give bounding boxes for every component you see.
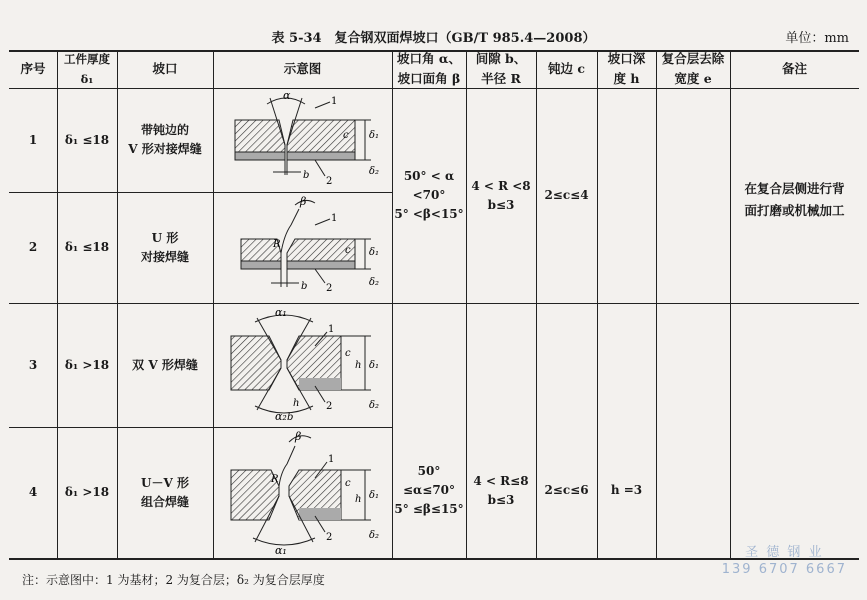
group1-angle-beta: 5° <β<15° <box>394 207 464 221</box>
diagram-label-r-2: R <box>273 239 281 250</box>
diagram-label-alpha1-3: α₁ <box>275 306 287 319</box>
group2-gap-radius: 4 < R≤8 <box>473 473 529 488</box>
group2-angle <box>392 303 466 558</box>
header-gap <box>466 50 536 88</box>
diagram-label-delta2-1: δ₂ <box>369 166 380 177</box>
header-angle-line2: 坡口面角 β <box>397 71 461 86</box>
header-removal-line2: 宽度 e <box>674 71 712 86</box>
group2-gap-b: b≤3 <box>487 492 515 507</box>
diagram-label-clad-1: 2 <box>326 176 333 187</box>
diagram-u-groove <box>215 195 391 301</box>
group2-angle-alpha: 50° ≤α≤70° <box>402 464 456 497</box>
row4-groove-line1: U－V 形 <box>141 475 189 490</box>
group2-blunt: 2≤c≤6 <box>544 483 589 497</box>
header-thickness: 工件厚度 δ₁ <box>64 52 110 86</box>
diagram-label-base-3: 1 <box>328 324 335 335</box>
diagram-label-delta1-3: δ₁ <box>369 360 380 371</box>
header-depth <box>597 50 656 88</box>
diagram-label-h-4: h <box>355 494 362 505</box>
header-seq: 序号 <box>20 61 46 76</box>
group1-gap <box>466 88 536 303</box>
header-gap-line2: 半径 R <box>481 71 521 86</box>
diagram-label-alpha: α <box>283 90 291 102</box>
diagram-label-c-3: c <box>345 348 351 359</box>
group1-gap-radius: 4 < R <8 <box>471 178 531 193</box>
group1-blunt: 2≤c≤4 <box>544 188 589 202</box>
header-diagram: 示意图 <box>283 61 322 76</box>
header-depth-line1: 坡口深 <box>607 51 646 66</box>
group2-angle-beta: 5° ≤β≤15° <box>394 502 464 516</box>
diagram-label-h-3b: h <box>355 360 362 371</box>
diagram-label-clad-4: 2 <box>326 532 333 543</box>
col-rule-8 <box>656 50 657 560</box>
remark-line1: 在复合层侧进行背 <box>744 181 845 196</box>
header-gap-line1: 间隙 b、 <box>475 51 527 66</box>
diagram-label-clad-3: 2 <box>326 401 333 412</box>
diagram-label-beta-4: β <box>295 430 302 443</box>
unit-label: 单位：mm <box>785 31 849 46</box>
row4-seq: 4 <box>28 485 38 499</box>
diagram-u-v-groove <box>215 430 391 556</box>
row4-thickness: δ₁ >18 <box>64 485 110 499</box>
group1-angle <box>392 88 466 303</box>
diagram-v-groove <box>215 90 391 190</box>
diagram-label-base-4: 1 <box>328 454 335 465</box>
col-rule-3 <box>213 50 214 560</box>
col-rule-9 <box>730 50 731 560</box>
watermark-company: 圣 德 钢 业 <box>745 545 824 560</box>
header-angle-line1: 坡口角 α、 <box>397 51 461 66</box>
watermark-stamp <box>722 544 847 578</box>
row2-groove-line1: U 形 <box>151 230 179 245</box>
diagram-label-delta1-2: δ₁ <box>369 247 380 258</box>
header-remark: 备注 <box>781 61 807 76</box>
row3-seq: 3 <box>28 357 38 372</box>
footnote: 注：示意图中：1 为基材；2 为复合层；δ₂ 为复合层厚度 <box>22 573 325 587</box>
groove-table <box>9 50 859 560</box>
diagram-label-r-4: R <box>271 474 279 485</box>
row1-groove <box>117 88 213 192</box>
group2-depth: h =3 <box>610 483 643 497</box>
diagram-label-delta1-4: δ₁ <box>369 490 380 501</box>
diagram-label-delta1-1: δ₁ <box>369 130 380 141</box>
header-removal <box>656 50 730 88</box>
diagram-label-c-1: c <box>343 130 349 141</box>
row1-seq: 1 <box>28 132 38 147</box>
group1-gap-b: b≤3 <box>487 197 515 212</box>
row4-groove <box>117 427 213 558</box>
diagram-label-b-1: b <box>303 170 310 181</box>
header-angle <box>392 50 466 88</box>
table-title: 表 5-34 复合钢双面焊坡口（GB/T 985.4—2008） <box>271 31 596 46</box>
diagram-label-beta-2: β <box>300 195 307 208</box>
header-removal-line1: 复合层去除 <box>661 51 725 66</box>
header-depth-line2: 度 h <box>613 71 640 86</box>
row2-seq: 2 <box>28 240 38 254</box>
diagram-label-clad-2: 2 <box>326 283 333 294</box>
row2-thickness: δ₁ ≤18 <box>64 240 110 254</box>
diagram-double-v-groove <box>215 306 391 424</box>
diagram-label-b-3: b <box>287 412 294 423</box>
row1-thickness: δ₁ ≤18 <box>64 132 110 147</box>
diagram-label-b-2: b <box>301 281 308 292</box>
diagram-label-c-2: c <box>345 245 351 256</box>
diagram-label-c-4: c <box>345 478 351 489</box>
remark-line2: 面打磨或机械加工 <box>744 203 845 218</box>
watermark-phone: 139 6707 6667 <box>721 562 847 577</box>
diagram-label-base-1: 1 <box>331 96 338 107</box>
row1-groove-line2: V 形对接焊缝 <box>128 142 202 156</box>
diagram-label-base-2: 1 <box>331 213 338 224</box>
group2-gap <box>466 303 536 558</box>
remark-text <box>730 170 859 230</box>
row4-groove-line2: 组合焊缝 <box>140 494 189 509</box>
header-blunt: 钝边 c <box>548 61 585 76</box>
row2-groove <box>117 192 213 303</box>
diagram-label-delta2-4: δ₂ <box>369 530 380 541</box>
diagram-label-alpha2-3: α₂ <box>275 410 287 423</box>
row2-groove-line2: 对接焊缝 <box>140 249 189 264</box>
diagram-label-delta2-3: δ₂ <box>369 400 380 411</box>
row1-groove-line1: 带钝边的 <box>140 123 189 137</box>
group1-angle-alpha: 50° < α <70° <box>403 169 455 202</box>
diagram-label-delta2-2: δ₂ <box>369 277 380 288</box>
row3-groove: 双 V 形焊缝 <box>132 357 198 372</box>
diagram-label-alpha1-4: α₁ <box>275 544 287 556</box>
row3-thickness: δ₁ >18 <box>64 357 110 372</box>
header-groove: 坡口 <box>152 61 178 76</box>
diagram-label-h-3: h <box>293 398 300 409</box>
